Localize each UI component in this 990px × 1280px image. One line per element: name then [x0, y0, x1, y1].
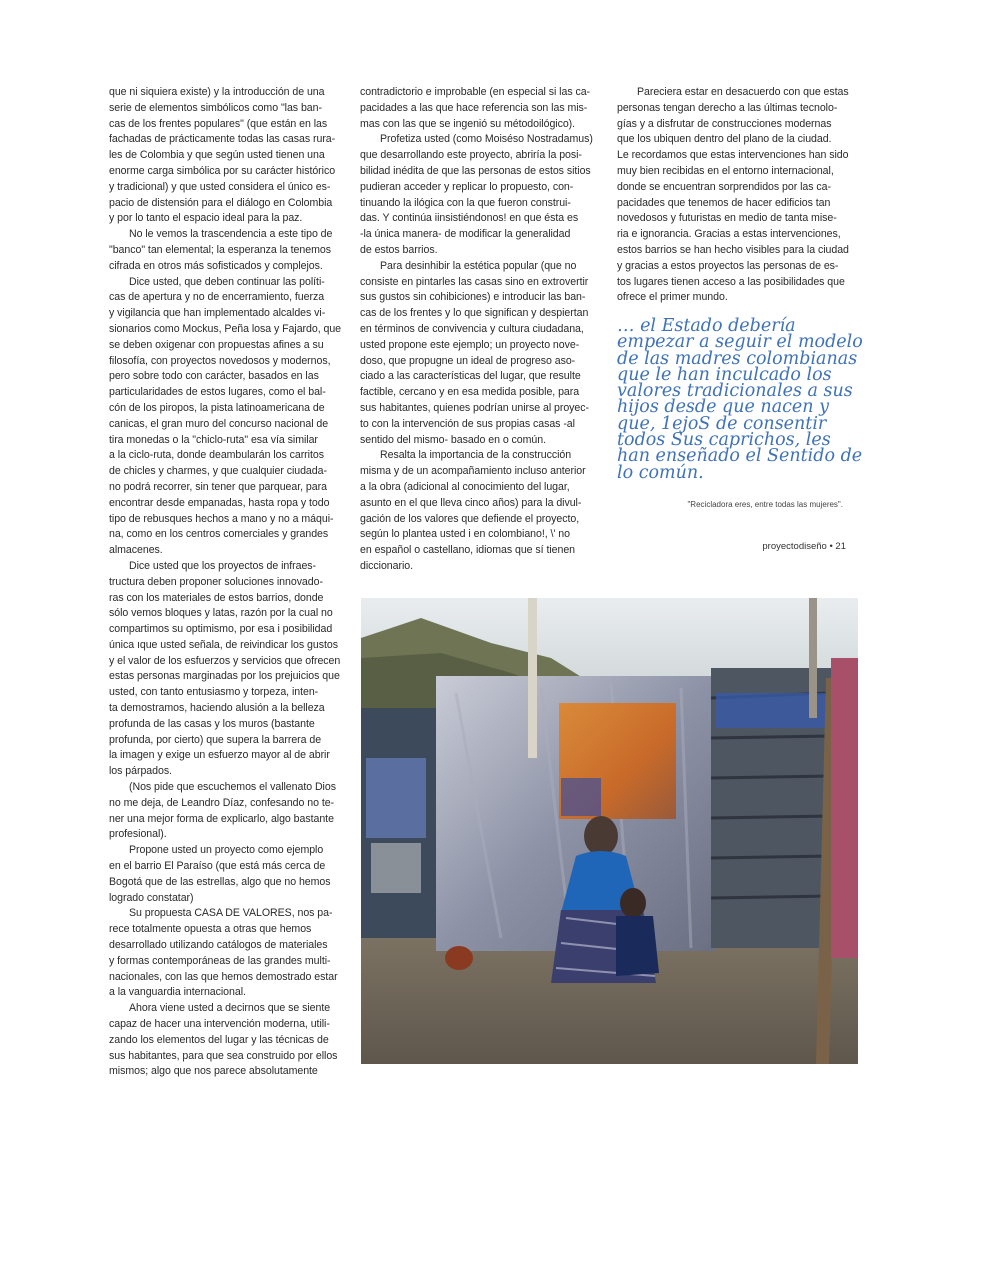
child-head [620, 888, 646, 918]
paragraph: Dice usted, que deben continuar las políti- cas de apertura y no de encerramiento, fuerza y vigilancia que han implementado alcaldes vi- sionarios como Mockus, Peña losa y Fajardo, que se deben oxigenar con propuestas afines a su filosofía, con proyectos novedosos y modernos, pero sobre todo con carácter, basados en las particularidades de estos lugares, como el bal- cón de los piropos, la pista latinoamericana de canicas, el gran muro del concurso nacional de tira monedas o la "chiclo-ruta" esa vía similar a la ciclo-ruta, donde deambularán los carritos de chicles y charmes, y que cualquier ciudada- no podrá recorrer, sin tener que parquear, para encontrar desde empanadas, hasta ropa y todo tipo de rebusques hechos a mano y no a máqui- na, como en los centros comerciales y grandes almacenes. [109, 275, 342, 557]
paragraph: Propone usted un proyecto como ejemplo en el barrio El Paraíso (que está más cerca de Bogotá que de las estrellas, algo que no hemos logrado constatar) [109, 844, 331, 904]
birdcage [371, 843, 421, 893]
paragraph: Le recordamos que estas intervenciones han sido muy bien recibidas en el entorno internacional, donde se encuentran sorprendidos por las ca- pacidades que tenemos de hacer edificios tan novedosos y futuristas en medio de tanta mise- ria e ignorancia. Gracias a estas intervenciones, estos barrios se han hecho visibles para la ciudad y gracias a estos proyectos las personas de es- tos lugares tienen acceso a las posibilidades que ofrece el primer mundo. [617, 149, 849, 304]
photo-woman-and-child-at-shack [361, 598, 858, 1064]
paragraph: No le vemos la trascendencia a este tipo de "banco" tan elemental; la esperanza la tenemos cifrada en otros más sofisticados y complejos. [109, 228, 333, 272]
paragraph: Dice usted que los proyectos de infraes- tructura deben proponer soluciones innovado- ras con los materiales de estos barrios, donde sólo vemos bloques y latas, razón por la cual no compartimos su optimismo, por esa i posibilidad única ıque usted señala, de reivindicar los gustos y el valor de los esfuerzos y servicios que ofrecen estas personas marginadas por los prejuicios que usted, con tanto entusiasmo y torpeza, inten- ta demostramos, haciendo alusión a la belleza profunda de las casas y los muros (bastante profunda, por cierto) que supera la barrera de la imagen y exige un esfuerzo mayor al de abrir los párpados. [109, 559, 341, 778]
pull-quote-caption: "Recicladora eres, entre todas las mujeres". [687, 500, 843, 509]
paragraph: contradictorio e improbable (en especial si las ca- pacidades a las que hace referencia son las mis- mas con las que se ingenió su métodoilógico). [360, 86, 591, 130]
page-folio: proyectodiseño • 21 [762, 541, 846, 552]
paragraph: (Nos pide que escuchemos el vallenato Dios no me deja, de Leandro Díaz, confesando no te- ner una mejor forma de explicarlo, algo bastante profesional). [109, 781, 336, 841]
hanging-clothes [366, 758, 426, 838]
paragraph: que ni siquiera existe) y la introducción de una serie de elementos simbólicos como "las ban- cas de los frentes populares" (que están en las fachadas de prácticamente todas las casas rura- les de Colombia y que según usted tienen una enorme carga simbólica por su carácter histórico y tradicional) y que usted considera el único es- pacio de distensión para el diálogo en Colombia y por lo tanto el espacio ideal para la paz. [109, 86, 336, 225]
pull-quote: … el Estado debería empezar a seguir el modelo de las madres colombianas que le han inculcado los valores tradicionales a sus hijos desde que nacen y que, 1ejoS de consentir todos Sus caprichos, les han enseñado el Sentido de lo común. [617, 316, 863, 483]
photo-illustration [361, 598, 858, 1064]
article-column-3 [617, 85, 855, 306]
article-column-2 [360, 85, 598, 575]
paragraph: Profetiza usted (como Moiséso Nostradamus) que desarrollando este proyecto, abriría la posi- bilidad inédita de que las personas de estos sitios pudieran acceder y replicar lo propuesto, con- tinuando la ilógica con la que fueron construi- das. Y continúa iinsistiéndonos! en que ésta es -la única manera- de modificar la generalidad de estos barrios. [360, 133, 593, 256]
paragraph: Para desinhibir la estética popular (que no consiste en pintarles las casas sino en extrovertir sus gustos sin cohibiciones) e introducir las ban- cas de los frentes y lo que significan y despiertan en términos de convivencia y cultura ciudadana, usted propone este ejemplo; un proyecto nove- doso, que propugne un ideal de progreso aso- ciado a las características del lugar, que resulte factible, cercano y en esa medida posible, para sus habitantes, quienes podrían unirse al proyec- to con la intervención de sus propias casas -al sentido del mismo- basado en o común. [360, 259, 589, 446]
wooden-post [528, 598, 537, 758]
paragraph: Pareciera estar en desacuerdo con que estas personas tengan derecho a las últimas tecnolo- gías y a disfrutar de construcciones modernas que los ubiquen dentro del plano de la ciudad. [617, 86, 849, 146]
paragraph: Resalta la importancia de la construcción misma y de un acompañamiento incluso anterior a la obra (adicional al conocimiento del lugar, asunto en el que lleva cinco años) para la divul- gación de los valores que defiende el proyecto, según lo plantea usted i en colombiano!, \' no en español o castellano, idiomas que sí tienen diccionario. [360, 449, 586, 572]
woman-head [584, 816, 618, 856]
article-column-1 [109, 85, 347, 1080]
paragraph: Su propuesta CASA DE VALORES, nos pa- rece totalmente opuesta a otras que hemos desarrollado utilizando catálogos de materiales y formas contemporáneas de las grandes multi- nacionales, con las que hemos demostrado estar a la vanguardia internacional. [109, 907, 338, 999]
chicken [445, 946, 473, 970]
hanging-fabric [831, 658, 858, 958]
utility-pole [809, 598, 817, 718]
child-jacket [616, 916, 659, 976]
paragraph: Ahora viene usted a decirnos que se siente capaz de hacer una intervención moderna, utili- zando los elementos del lugar y las técnicas de sus habitantes, para que sea construido por ellos mismos; algo que nos parece absolutamente [109, 1002, 338, 1078]
